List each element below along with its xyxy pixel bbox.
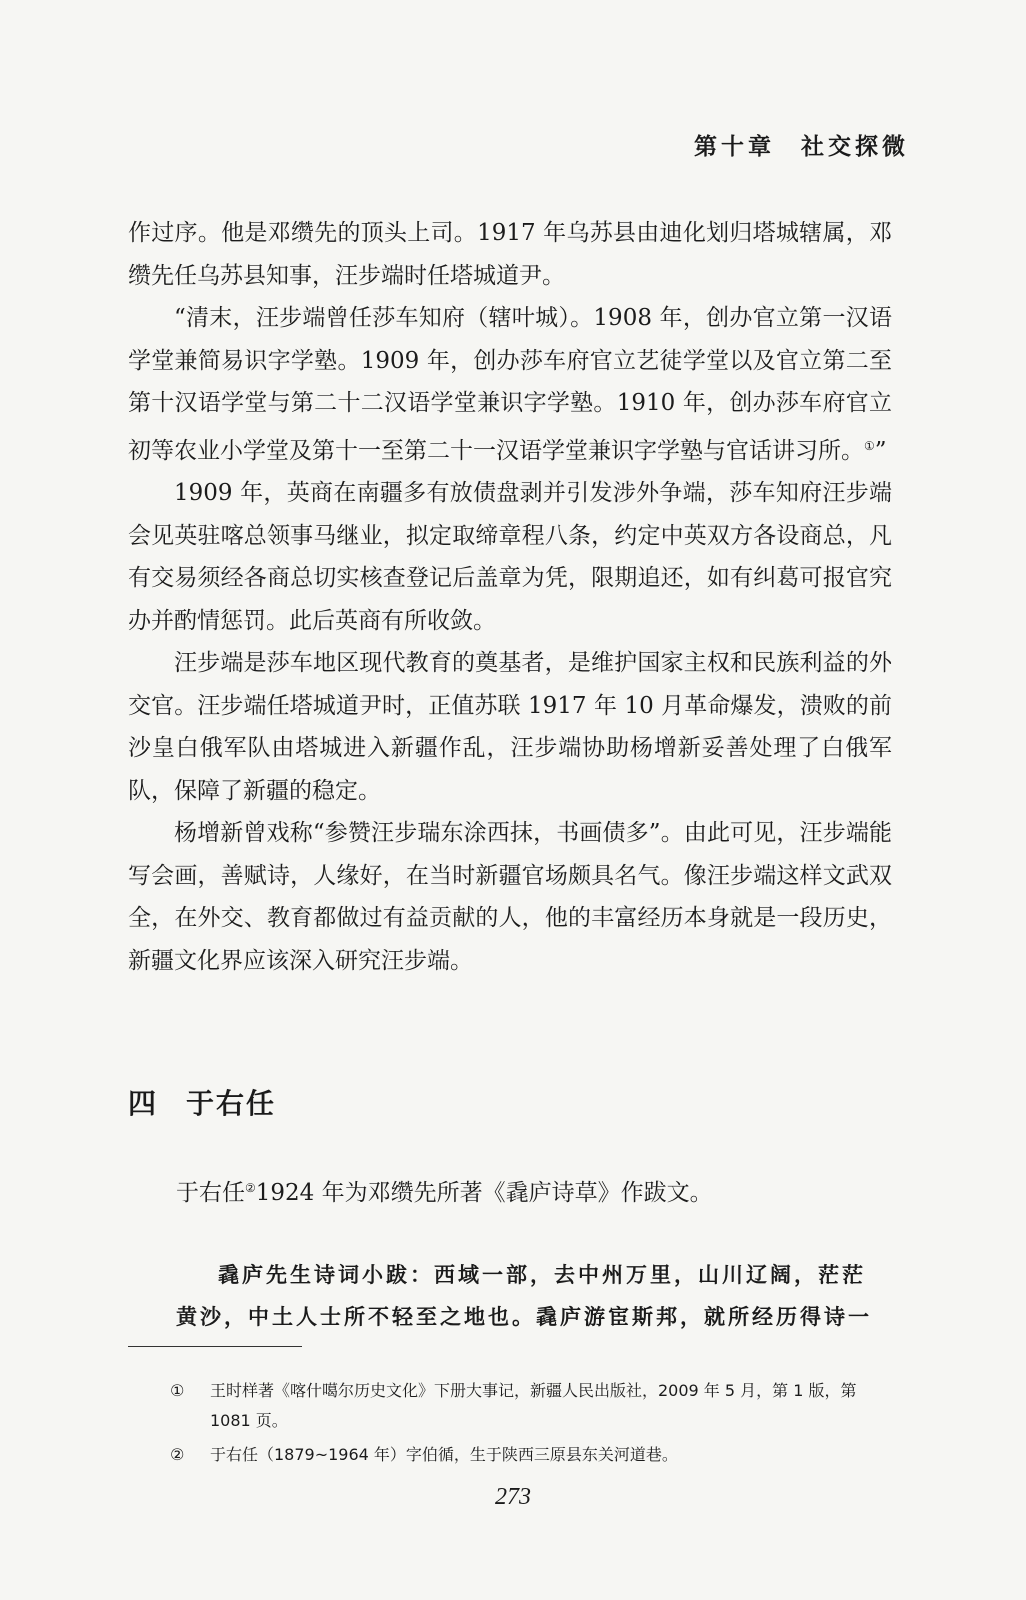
paragraph: 作过序。他是邓缵先的顶头上司。1917 年乌苏县由迪化划归塔城辖属，邓缵先任乌苏县知事，汪步端时任塔城道尹。	[128, 220, 892, 289]
quoted-passage: 毳庐先生诗词小跋：西域一部，去中州万里，山川辽阔，茫茫 黄沙，中土人士所不轻至之地也。毳庐游宦斯邦，就所经历得诗一	[176, 1262, 872, 1329]
running-header	[694, 128, 909, 161]
page-number: 273	[495, 1484, 531, 1510]
chapter-title: 社交探微	[801, 133, 909, 160]
footnote-mark: ①	[170, 1381, 185, 1400]
footnote-mark: ②	[170, 1445, 185, 1464]
section-number: 四	[128, 1087, 159, 1120]
section-heading	[128, 1082, 276, 1122]
paragraph: “清末，汪步端曾任莎车知府（辖叶城）。1908 年，创办官立第一汉语学堂兼简易识字学塾。1909 年，创办莎车府官立艺徒学堂以及官立第二至第十汉语学堂与第二十二汉语学堂兼识字学塾。1910 年，创办莎车府官立初等农业小学堂及第十一至第二十一汉语学堂兼识字学塾与官话讲习所。①”	[128, 305, 892, 464]
section-title: 于右任	[186, 1087, 277, 1120]
footnote-ref: ①	[864, 438, 875, 453]
intro-line: 于右任②1924 年为邓缵先所著《毳庐诗草》作跋文。	[176, 1180, 713, 1206]
paragraph: 汪步端是莎车地区现代教育的奠基者，是维护国家主权和民族利益的外交官。汪步端任塔城道尹时，正值苏联 1917 年 10 月革命爆发，溃败的前沙皇白俄军队由塔城进入新疆作乱，汪步端协助杨增新妥善处理了白俄军队，保障了新疆的稳定。	[128, 650, 892, 804]
paragraph: 1909 年，英商在南疆多有放债盘剥并引发涉外争端，莎车知府汪步端会见英驻喀总领事马继业，拟定取缔章程八条，约定中英双方各设商总，凡有交易须经各商总切实核查登记后盖章为凭，限期追还，如有纠葛可报官究办并酌情惩罚。此后英商有所收敛。	[128, 480, 892, 634]
footnote: ② 于右任（1879~1964 年）字伯循，生于陕西三原县东关河道巷。	[170, 1440, 892, 1470]
footnote-divider	[128, 1346, 302, 1347]
paragraph: 杨增新曾戏称“参赞汪步瑞东涂西抹，书画债多”。由此可见，汪步端能写会画，善赋诗，人缘好，在当时新疆官场颇具名气。像汪步端这样文武双全，在外交、教育都做过有益贡献的人，他的丰富经历本身就是一段历史，新疆文化界应该深入研究汪步端。	[128, 820, 892, 974]
chapter-number: 第十章	[694, 133, 775, 160]
body-text	[128, 212, 892, 982]
footnotes	[170, 1376, 892, 1474]
footnote: ① 王时样著《喀什噶尔历史文化》下册大事记，新疆人民出版社，2009 年 5 月，第 1 版，第 1081 页。	[170, 1376, 892, 1436]
footnote-ref: ②	[245, 1181, 256, 1195]
